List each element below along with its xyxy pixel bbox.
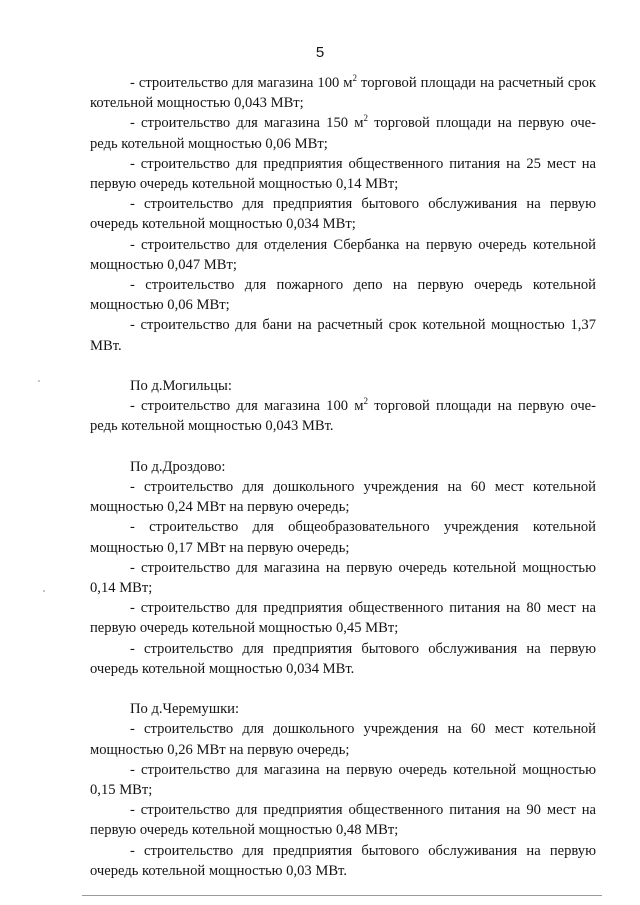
list-item: - строительство для дошкольного учреждения на 60 мест котельной мощностью 0,26 МВт на первую очередь; bbox=[90, 721, 596, 758]
list-item: - строительство для предприятия бытового обслуживания на первую очередь котельной мощностью 0,034 МВт. bbox=[90, 640, 596, 677]
list-item: - строительство для магазина 150 $м^2$ торговой площади на первую оче-редь котельной мощностью 0,06 МВт; bbox=[90, 113, 596, 152]
section-heading-mogiltsy: По д.Могильцы: bbox=[130, 378, 232, 395]
list-item: - строительство для предприятия общественного питания на 25 мест на первую очередь котельной мощностью 0,14 МВт; bbox=[90, 155, 596, 193]
page-number: 5 bbox=[315, 44, 325, 61]
section-heading-drozdovo: По д.Дроздово: bbox=[130, 458, 226, 475]
footer-rule bbox=[82, 895, 602, 896]
list-item: - строительство для бани на расчетный срок котельной мощностью 1,37 МВт. bbox=[90, 317, 596, 354]
scan-speck bbox=[43, 590, 45, 592]
list-item: - строительство для предприятия бытового обслуживания на первую очередь котельной мощностью 0,03 МВт. bbox=[90, 842, 596, 879]
section-gap bbox=[90, 679, 596, 699]
list-item: - строительство для общеобразовательного учреждения котельной мощностью 0,17 МВт на первую очередь; bbox=[90, 519, 596, 556]
section-heading-cheremushki: По д.Черемушки: bbox=[130, 701, 240, 718]
list-item: - строительство для магазина 100 $м^2$ торговой площади на первую оче-редь котельной мощностью 0,043 МВт. bbox=[90, 396, 596, 435]
list-item: - строительство для магазина на первую очередь котельной мощностью 0,15 МВт; bbox=[90, 761, 596, 799]
section-gap bbox=[90, 437, 596, 457]
list-item: - строительство для предприятия бытового обслуживания на первую очередь котельной мощностью 0,034 МВт; bbox=[90, 196, 596, 233]
list-item: - строительство для магазина на первую очередь котельной мощностью 0,14 МВт; bbox=[90, 559, 596, 597]
document-body bbox=[90, 73, 596, 881]
list-item: - строительство для отделения Сбербанка на первую очередь котельной мощностью 0,047 МВт; bbox=[90, 236, 596, 273]
list-item: - строительство для пожарного депо на первую очередь котельной мощностью 0,06 МВт; bbox=[90, 277, 596, 314]
list-item: - строительство для дошкольного учреждения на 60 мест котельной мощностью 0,24 МВт на первую очередь; bbox=[90, 479, 596, 516]
list-item: - строительство для магазина 100 $м^2$ торговой площади на расчетный срок котельной мощностью 0,043 МВт; bbox=[90, 73, 596, 112]
scan-speck bbox=[38, 380, 40, 382]
section-gap bbox=[90, 356, 596, 376]
list-item: - строительство для предприятия общественного питания на 80 мест на первую очередь котельной мощностью 0,45 МВт; bbox=[90, 600, 596, 637]
list-item: - строительство для предприятия общественного питания на 90 мест на первую очередь котельной мощностью 0,48 МВт; bbox=[90, 802, 596, 839]
